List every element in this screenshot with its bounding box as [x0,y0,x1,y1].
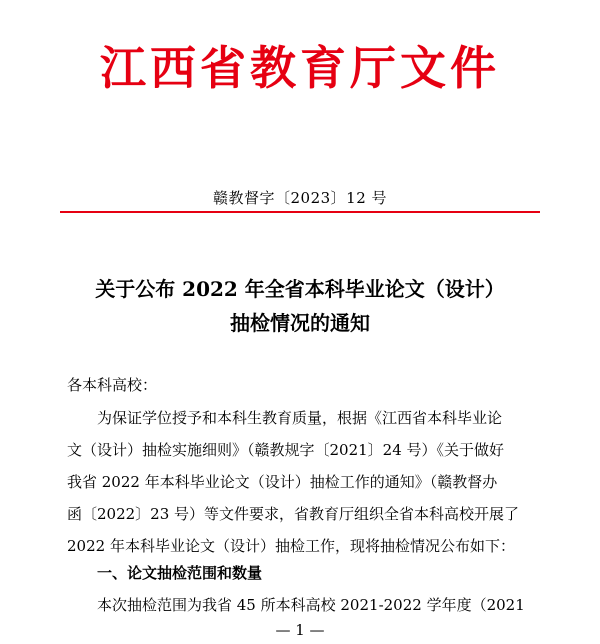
notice-title-line-2: 抽检情况的通知 [230,311,370,335]
body-paragraph-1 [67,402,543,562]
notice-title [0,272,600,340]
section-heading-1: 一、论文抽检范围和数量 [97,564,263,582]
letterhead-title: 江西省教育厅文件 [100,41,500,95]
body-paragraph-2 [67,592,547,618]
paragraph-line: 本次抽检范围为我省 45 所本科高校 2021-2022 学年度（2021 [97,596,525,614]
red-divider-line [60,211,540,213]
document-number: 赣教督字〔2023〕12 号 [212,189,388,207]
paragraph-line: 为保证学位授予和本科生教育质量，根据《江西省本科毕业论 [97,409,503,427]
paragraph-line: 2022 年本科毕业论文（设计）抽检工作，现将抽检情况公布如下： [67,537,515,555]
addressee: 各本科高校： [67,376,158,394]
paragraph-line: 我省 2022 年本科毕业论文（设计）抽检工作的通知》（赣教督办 [67,473,498,491]
paragraph-line: 函〔2022〕23 号）等文件要求，省教育厅组织全省本科高校开展了 [67,505,520,523]
page-number: — 1 — [275,621,325,639]
notice-title-line-1: 关于公布 2022 年全省本科毕业论文（设计） [95,277,505,301]
paragraph-line: 文（设计）抽检实施细则》（赣教规字〔2021〕24 号）《关于做好 [67,441,505,459]
